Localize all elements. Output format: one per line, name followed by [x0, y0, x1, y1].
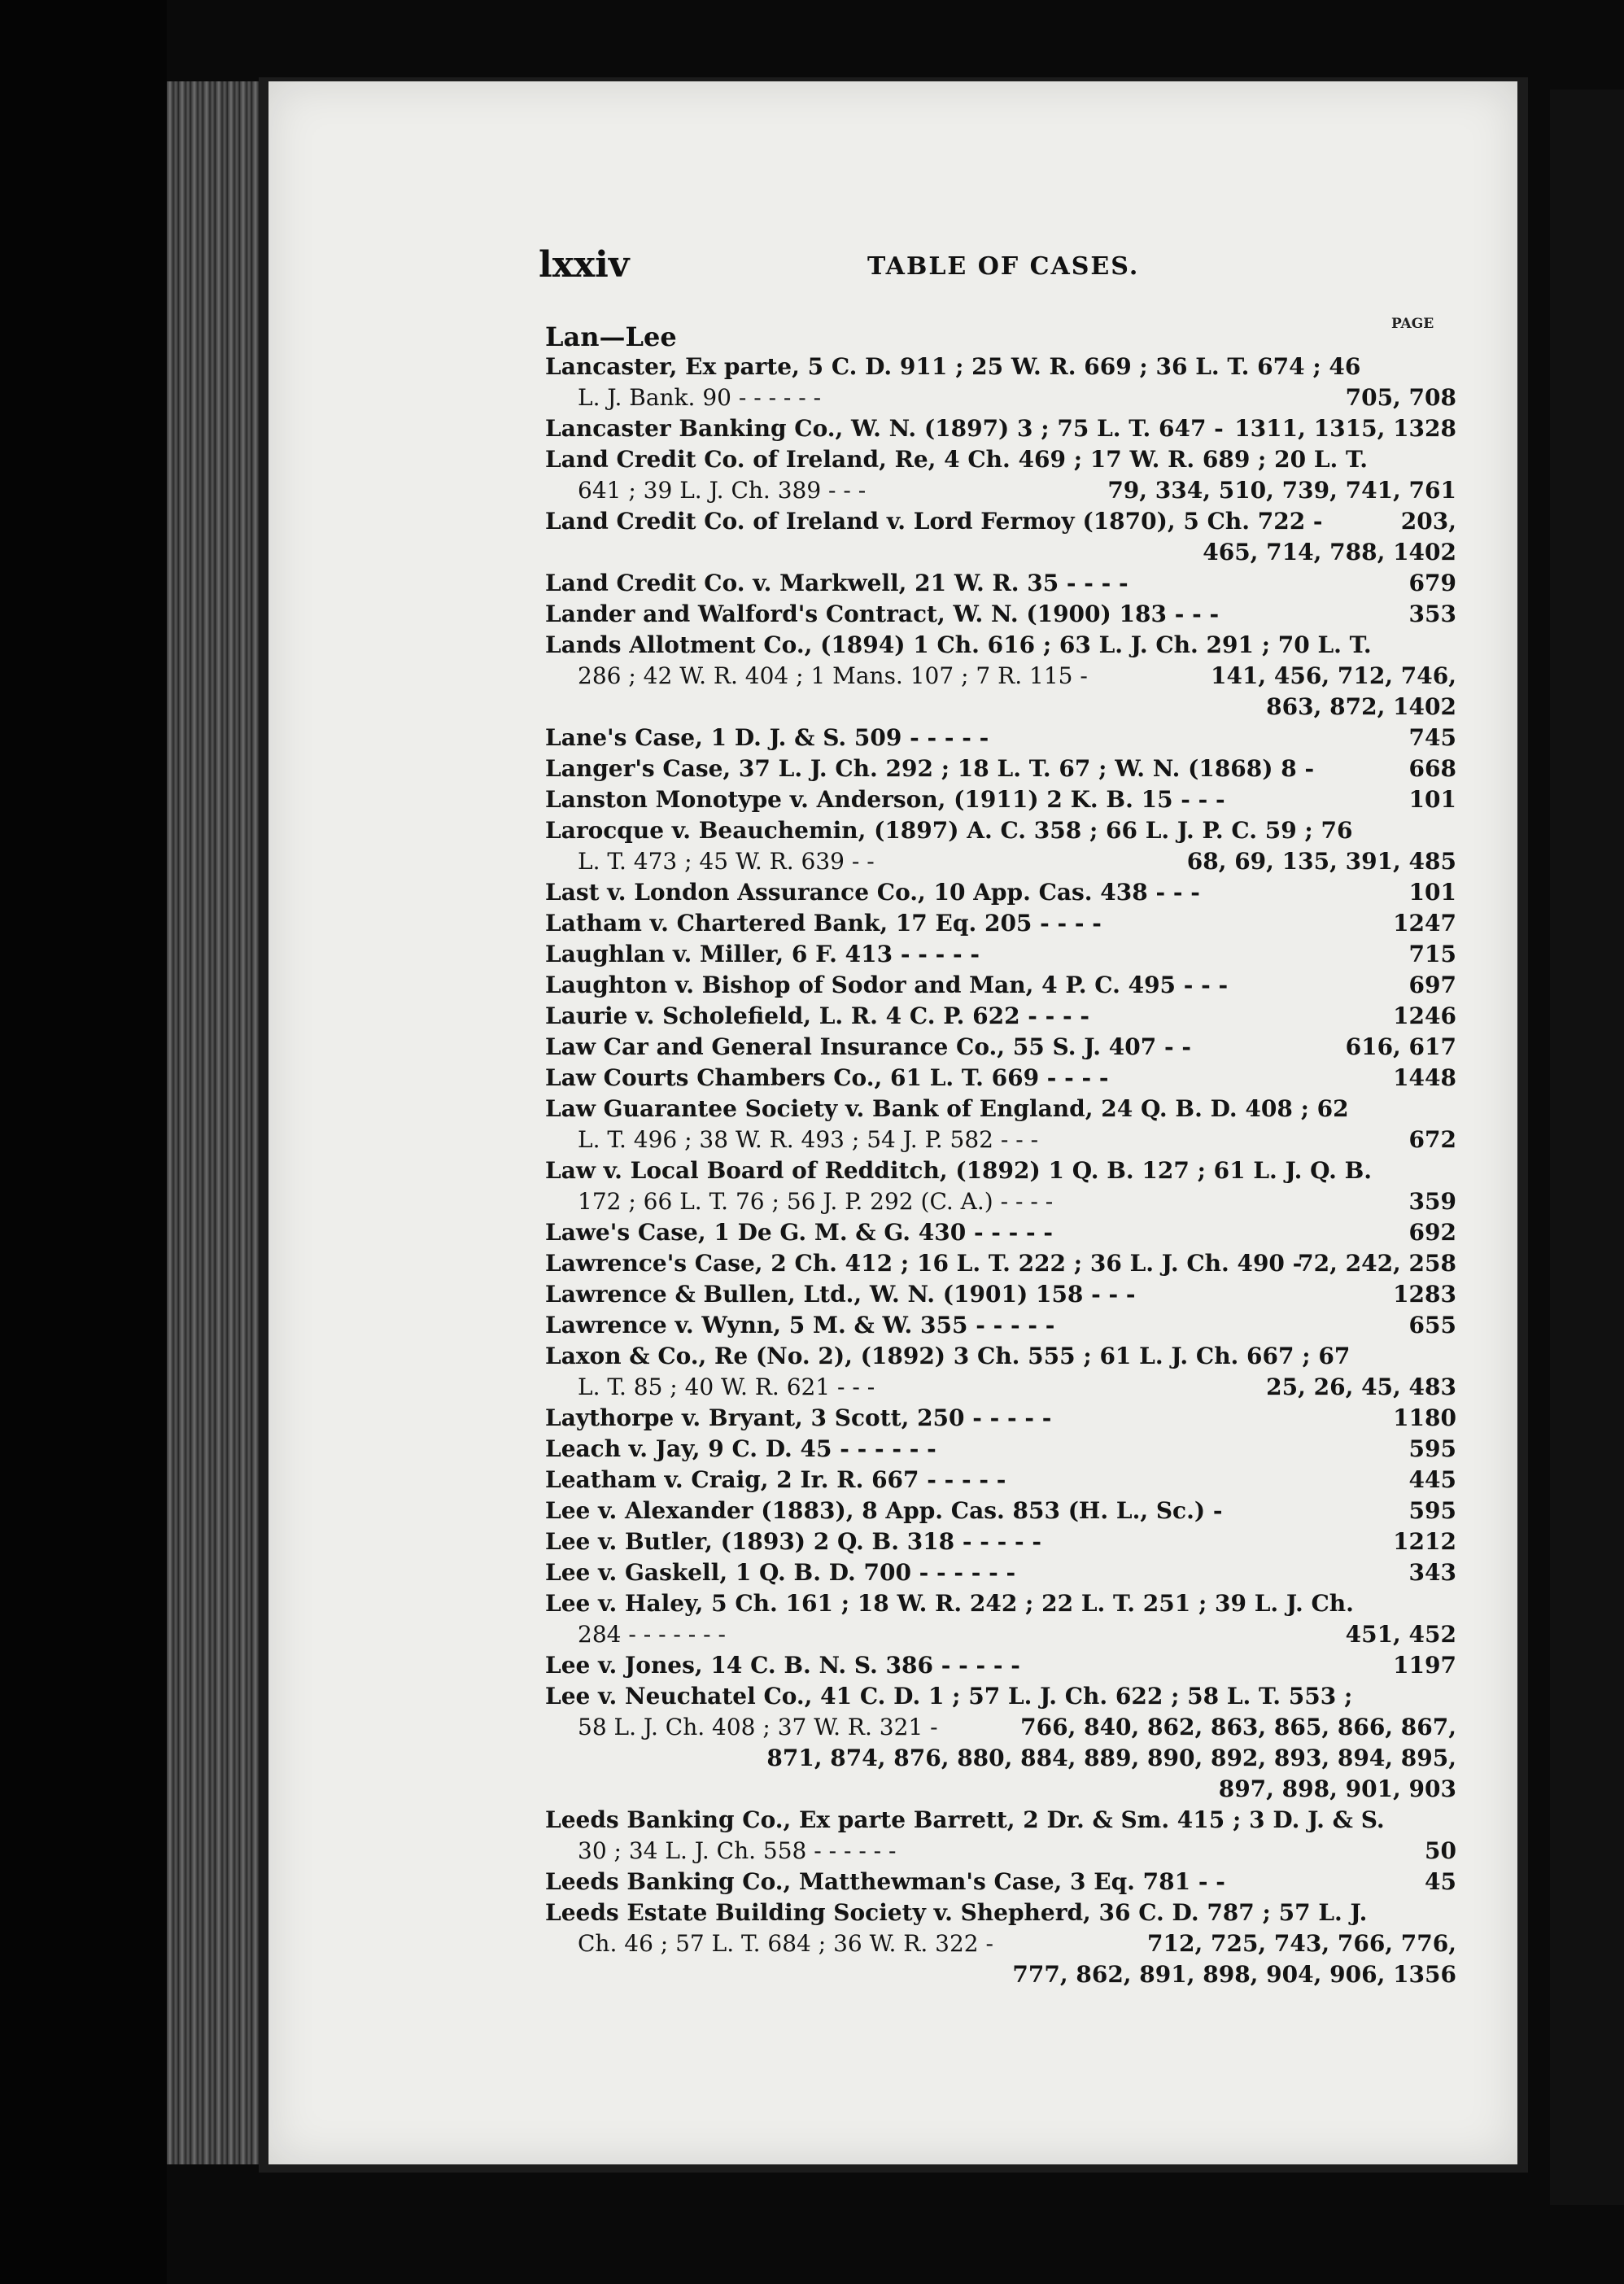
case-continuation-line	[545, 1774, 1456, 1805]
right-margin-dark	[1550, 90, 1624, 2205]
case-citation-text: 58 L. J. Ch. 408 ; 37 W. R. 321 -	[578, 1714, 938, 1740]
case-citation-line	[545, 939, 1456, 970]
case-page-refs: 705, 708	[1345, 384, 1456, 411]
case-citation-line	[545, 1001, 1456, 1032]
case-page-refs: 1246	[1393, 1002, 1456, 1029]
case-page-refs: 1283	[1393, 1281, 1456, 1308]
case-citation-line	[545, 908, 1456, 939]
case-citation-text: 30 ; 34 L. J. Ch. 558 - - - - - -	[578, 1837, 897, 1864]
case-page-refs: 353	[1408, 600, 1456, 627]
case-citation-line	[545, 784, 1456, 815]
case-citation-text: Last v. London Assurance Co., 10 App. Cas. 438 - - -	[545, 879, 1200, 906]
case-entry	[545, 1063, 1456, 1094]
case-citation-text: Laythorpe v. Bryant, 3 Scott, 250 - - - - -	[545, 1404, 1052, 1431]
case-page-refs: 863, 872, 1402	[1266, 693, 1456, 720]
case-page-refs: 871, 874, 876, 880, 884, 889, 890, 892, 893, 894, 895,	[766, 1745, 1456, 1771]
case-citation-line	[545, 877, 1456, 908]
case-citation-text: Lane's Case, 1 D. J. & S. 509 - - - - -	[545, 724, 989, 751]
case-citation-line	[545, 413, 1456, 444]
case-citation-text: Lee v. Jones, 14 C. B. N. S. 386 - - - - -	[545, 1652, 1020, 1679]
case-entry	[545, 1496, 1456, 1526]
case-entry	[545, 784, 1456, 815]
case-page-refs: 72, 242, 258	[1298, 1250, 1456, 1277]
case-citation-text: Lancaster, Ex parte, 5 C. D. 911 ; 25 W. R. 669 ; 36 L. T. 674 ; 46	[545, 353, 1361, 380]
case-citation-line	[545, 630, 1456, 661]
case-page-refs: 1311, 1315, 1328	[1234, 415, 1456, 442]
case-citation-text: L. T. 85 ; 40 W. R. 621 - - -	[578, 1373, 875, 1400]
case-citation-text: Land Credit Co. of Ireland v. Lord Fermoy (1870), 5 Ch. 722 -	[545, 508, 1323, 535]
case-citation-line	[545, 1465, 1456, 1496]
book-spine-edges	[167, 81, 268, 2164]
case-citation-line	[545, 352, 1456, 382]
case-continuation-line	[545, 537, 1456, 568]
case-entry	[545, 1867, 1456, 1898]
case-page-refs: 668	[1408, 755, 1456, 782]
case-entry	[545, 352, 1456, 413]
case-page-refs: 45	[1425, 1868, 1456, 1895]
case-page-refs: 715	[1408, 941, 1456, 967]
case-page-refs: 745	[1408, 724, 1456, 751]
case-continuation-line	[545, 1372, 1456, 1403]
case-continuation-line	[545, 1743, 1456, 1774]
case-page-refs: 101	[1408, 786, 1456, 813]
case-citation-line	[545, 1526, 1456, 1557]
case-entry	[545, 1898, 1456, 1990]
case-continuation-line	[545, 1125, 1456, 1155]
case-entry	[545, 970, 1456, 1001]
case-entry	[545, 444, 1456, 506]
case-page-refs: 451, 452	[1345, 1621, 1456, 1648]
case-entry	[545, 939, 1456, 970]
case-citation-text: Leeds Banking Co., Matthewman's Case, 3 Eq. 781 - -	[545, 1868, 1225, 1895]
case-citation-line	[545, 1217, 1456, 1248]
case-page-refs: 465, 714, 788, 1402	[1203, 539, 1456, 566]
case-entry	[545, 1310, 1456, 1341]
case-entry	[545, 1588, 1456, 1650]
case-page-refs: 595	[1408, 1497, 1456, 1524]
case-citation-text: Land Credit Co. of Ireland, Re, 4 Ch. 469 ; 17 W. R. 689 ; 20 L. T.	[545, 446, 1369, 473]
case-page-refs: 655	[1408, 1312, 1456, 1339]
case-citation-text: Lancaster Banking Co., W. N. (1897) 3 ; 75 L. T. 647 -	[545, 415, 1224, 442]
case-citation-line	[545, 1681, 1456, 1712]
case-citation-line	[545, 1341, 1456, 1372]
case-entry	[545, 1279, 1456, 1310]
case-page-refs: 203,	[1400, 508, 1456, 535]
case-citation-text: Lander and Walford's Contract, W. N. (1900) 183 - - -	[545, 600, 1220, 627]
page-column-label: PAGE	[1391, 316, 1434, 332]
case-citation-text: Larocque v. Beauchemin, (1897) A. C. 358 ; 66 L. J. P. C. 59 ; 76	[545, 817, 1353, 844]
case-page-refs: 1197	[1393, 1652, 1456, 1679]
case-citation-text: Laurie v. Scholefield, L. R. 4 C. P. 622 - - - -	[545, 1002, 1090, 1029]
case-citation-text: Lee v. Gaskell, 1 Q. B. D. 700 - - - - - -	[545, 1559, 1016, 1586]
case-page-refs: 359	[1408, 1188, 1456, 1215]
case-citation-text: Leach v. Jay, 9 C. D. 45 - - - - - -	[545, 1435, 936, 1462]
case-entry	[545, 1805, 1456, 1867]
case-entry	[545, 908, 1456, 939]
page-title: TABLE OF CASES.	[867, 252, 1140, 281]
case-continuation-line	[545, 1712, 1456, 1743]
case-citation-text: 284 - - - - - - -	[578, 1621, 726, 1648]
case-citation-line	[545, 1434, 1456, 1465]
case-page-refs: 445	[1408, 1466, 1456, 1493]
case-page-refs: 141, 456, 712, 746,	[1210, 662, 1456, 689]
case-citation-line	[545, 568, 1456, 599]
case-page-refs: 777, 862, 891, 898, 904, 906, 1356	[1012, 1961, 1456, 1988]
case-citation-text: Law Courts Chambers Co., 61 L. T. 669 - - - -	[545, 1064, 1109, 1091]
case-citation-text: 172 ; 66 L. T. 76 ; 56 J. P. 292 (C. A.) - - - -	[578, 1188, 1054, 1215]
case-citation-line	[545, 1248, 1456, 1279]
section-heading: Lan—Lee	[545, 321, 677, 352]
case-page-refs: 897, 898, 901, 903	[1218, 1775, 1456, 1802]
case-citation-text: Leatham v. Craig, 2 Ir. R. 667 - - - - -	[545, 1466, 1006, 1493]
case-continuation-line	[545, 1928, 1456, 1959]
case-citation-line	[545, 1898, 1456, 1928]
case-citation-text: Latham v. Chartered Bank, 17 Eq. 205 - - - -	[545, 910, 1102, 937]
case-page-refs: 679	[1408, 570, 1456, 596]
case-citation-text: Laxon & Co., Re (No. 2), (1892) 3 Ch. 555 ; 61 L. J. Ch. 667 ; 67	[545, 1343, 1351, 1369]
case-citation-text: Laughton v. Bishop of Sodor and Man, 4 P. C. 495 - - -	[545, 972, 1229, 998]
case-citation-text: Lanston Monotype v. Anderson, (1911) 2 K. B. 15 - - -	[545, 786, 1225, 813]
case-page-refs: 692	[1408, 1219, 1456, 1246]
case-citation-line	[545, 1867, 1456, 1898]
case-continuation-line	[545, 382, 1456, 413]
case-entry	[545, 877, 1456, 908]
case-page-refs: 766, 840, 862, 863, 865, 866, 867,	[1020, 1714, 1456, 1740]
case-entry	[545, 1557, 1456, 1588]
case-page-refs: 697	[1408, 972, 1456, 998]
case-citation-text: Lands Allotment Co., (1894) 1 Ch. 616 ; 63 L. J. Ch. 291 ; 70 L. T.	[545, 631, 1372, 658]
case-page-refs: 1448	[1393, 1064, 1456, 1091]
case-citation-text: Ch. 46 ; 57 L. T. 684 ; 36 W. R. 322 -	[578, 1930, 993, 1957]
case-citation-text: 286 ; 42 W. R. 404 ; 1 Mans. 107 ; 7 R. 115 -	[578, 662, 1088, 689]
case-page-refs: 343	[1408, 1559, 1456, 1586]
case-continuation-line	[545, 1186, 1456, 1217]
case-entry	[545, 506, 1456, 568]
case-page-refs: 1212	[1393, 1528, 1456, 1555]
case-citation-text: Law Guarantee Society v. Bank of England, 24 Q. B. D. 408 ; 62	[545, 1095, 1349, 1122]
case-citation-line	[545, 1805, 1456, 1836]
case-citation-line	[545, 1557, 1456, 1588]
case-page-refs: 68, 69, 135, 391, 485	[1186, 848, 1456, 875]
case-continuation-line	[545, 846, 1456, 877]
case-entry	[545, 1681, 1456, 1805]
case-entry	[545, 1526, 1456, 1557]
case-page-refs: 1180	[1393, 1404, 1456, 1431]
case-entry	[545, 1434, 1456, 1465]
case-entry	[545, 599, 1456, 630]
case-citation-text: L. T. 496 ; 38 W. R. 493 ; 54 J. P. 582 - - -	[578, 1126, 1039, 1153]
case-citation-text: Lawrence's Case, 2 Ch. 412 ; 16 L. T. 222 ; 36 L. J. Ch. 490 -	[545, 1250, 1303, 1277]
case-page-refs: 79, 334, 510, 739, 741, 761	[1107, 477, 1456, 504]
case-citation-text: Lee v. Alexander (1883), 8 App. Cas. 853 (H. L., Sc.) -	[545, 1497, 1223, 1524]
case-page-refs: 595	[1408, 1435, 1456, 1462]
case-citation-line	[545, 723, 1456, 753]
case-page-refs: 616, 617	[1345, 1033, 1456, 1060]
case-continuation-line	[545, 1959, 1456, 1990]
case-citation-text: Law v. Local Board of Redditch, (1892) 1 Q. B. 127 ; 61 L. J. Q. B.	[545, 1157, 1373, 1184]
case-citation-text: Laughlan v. Miller, 6 F. 413 - - - - -	[545, 941, 980, 967]
case-continuation-line	[545, 661, 1456, 692]
case-entry	[545, 753, 1456, 784]
case-citation-line	[545, 1032, 1456, 1063]
case-continuation-line	[545, 1836, 1456, 1867]
page-folio: lxxiv	[539, 244, 630, 286]
case-citation-line	[545, 1279, 1456, 1310]
case-entry	[545, 1217, 1456, 1248]
case-entry	[545, 1155, 1456, 1217]
cases-list	[545, 352, 1456, 1990]
case-citation-text: Law Car and General Insurance Co., 55 S. J. 407 - -	[545, 1033, 1191, 1060]
case-page-refs: 672	[1408, 1126, 1456, 1153]
case-citation-line	[545, 1063, 1456, 1094]
case-page-refs: 25, 26, 45, 483	[1266, 1373, 1456, 1400]
case-citation-line	[545, 815, 1456, 846]
case-entry	[545, 1094, 1456, 1155]
case-citation-line	[545, 1403, 1456, 1434]
case-continuation-line	[545, 692, 1456, 723]
case-citation-text: Lawe's Case, 1 De G. M. & G. 430 - - - - -	[545, 1219, 1054, 1246]
case-citation-text: Langer's Case, 37 L. J. Ch. 292 ; 18 L. T. 67 ; W. N. (1868) 8 -	[545, 755, 1315, 782]
case-citation-text: Lawrence & Bullen, Ltd., W. N. (1901) 158 - - -	[545, 1281, 1136, 1308]
case-entry	[545, 1032, 1456, 1063]
case-citation-text: Lee v. Butler, (1893) 2 Q. B. 318 - - - - -	[545, 1528, 1041, 1555]
case-citation-text: 641 ; 39 L. J. Ch. 389 - - -	[578, 477, 867, 504]
case-continuation-line	[545, 475, 1456, 506]
case-entry	[545, 1248, 1456, 1279]
case-citation-line	[545, 1588, 1456, 1619]
case-citation-text: Leeds Estate Building Society v. Shepherd, 36 C. D. 787 ; 57 L. J.	[545, 1899, 1368, 1926]
case-entry	[545, 1001, 1456, 1032]
case-citation-text: Leeds Banking Co., Ex parte Barrett, 2 Dr. & Sm. 415 ; 3 D. J. & S.	[545, 1806, 1385, 1833]
case-entry	[545, 1650, 1456, 1681]
case-entry	[545, 723, 1456, 753]
case-citation-line	[545, 1310, 1456, 1341]
case-citation-text: Lee v. Haley, 5 Ch. 161 ; 18 W. R. 242 ; 22 L. T. 251 ; 39 L. J. Ch.	[545, 1590, 1354, 1617]
case-citation-text: L. J. Bank. 90 - - - - - -	[578, 384, 822, 411]
case-citation-text: Land Credit Co. v. Markwell, 21 W. R. 35 - - - -	[545, 570, 1129, 596]
case-citation-line	[545, 599, 1456, 630]
case-entry	[545, 1465, 1456, 1496]
case-citation-line	[545, 506, 1456, 537]
case-entry	[545, 630, 1456, 723]
case-citation-line	[545, 1650, 1456, 1681]
case-entry	[545, 815, 1456, 877]
case-citation-line	[545, 970, 1456, 1001]
case-citation-line	[545, 444, 1456, 475]
case-page-refs: 712, 725, 743, 766, 776,	[1147, 1930, 1456, 1957]
case-citation-text: L. T. 473 ; 45 W. R. 639 - -	[578, 848, 875, 875]
case-page-refs: 50	[1425, 1837, 1456, 1864]
case-citation-line	[545, 1496, 1456, 1526]
case-citation-line	[545, 1094, 1456, 1125]
case-citation-text: Lawrence v. Wynn, 5 M. & W. 355 - - - - -	[545, 1312, 1055, 1339]
case-entry	[545, 1341, 1456, 1403]
case-page-refs: 1247	[1393, 910, 1456, 937]
case-entry	[545, 568, 1456, 599]
case-continuation-line	[545, 1619, 1456, 1650]
case-citation-line	[545, 753, 1456, 784]
case-entry	[545, 413, 1456, 444]
case-citation-line	[545, 1155, 1456, 1186]
case-page-refs: 101	[1408, 879, 1456, 906]
book-spine-shadow	[0, 0, 167, 2284]
case-entry	[545, 1403, 1456, 1434]
case-citation-text: Lee v. Neuchatel Co., 41 C. D. 1 ; 57 L. J. Ch. 622 ; 58 L. T. 553 ;	[545, 1683, 1353, 1710]
